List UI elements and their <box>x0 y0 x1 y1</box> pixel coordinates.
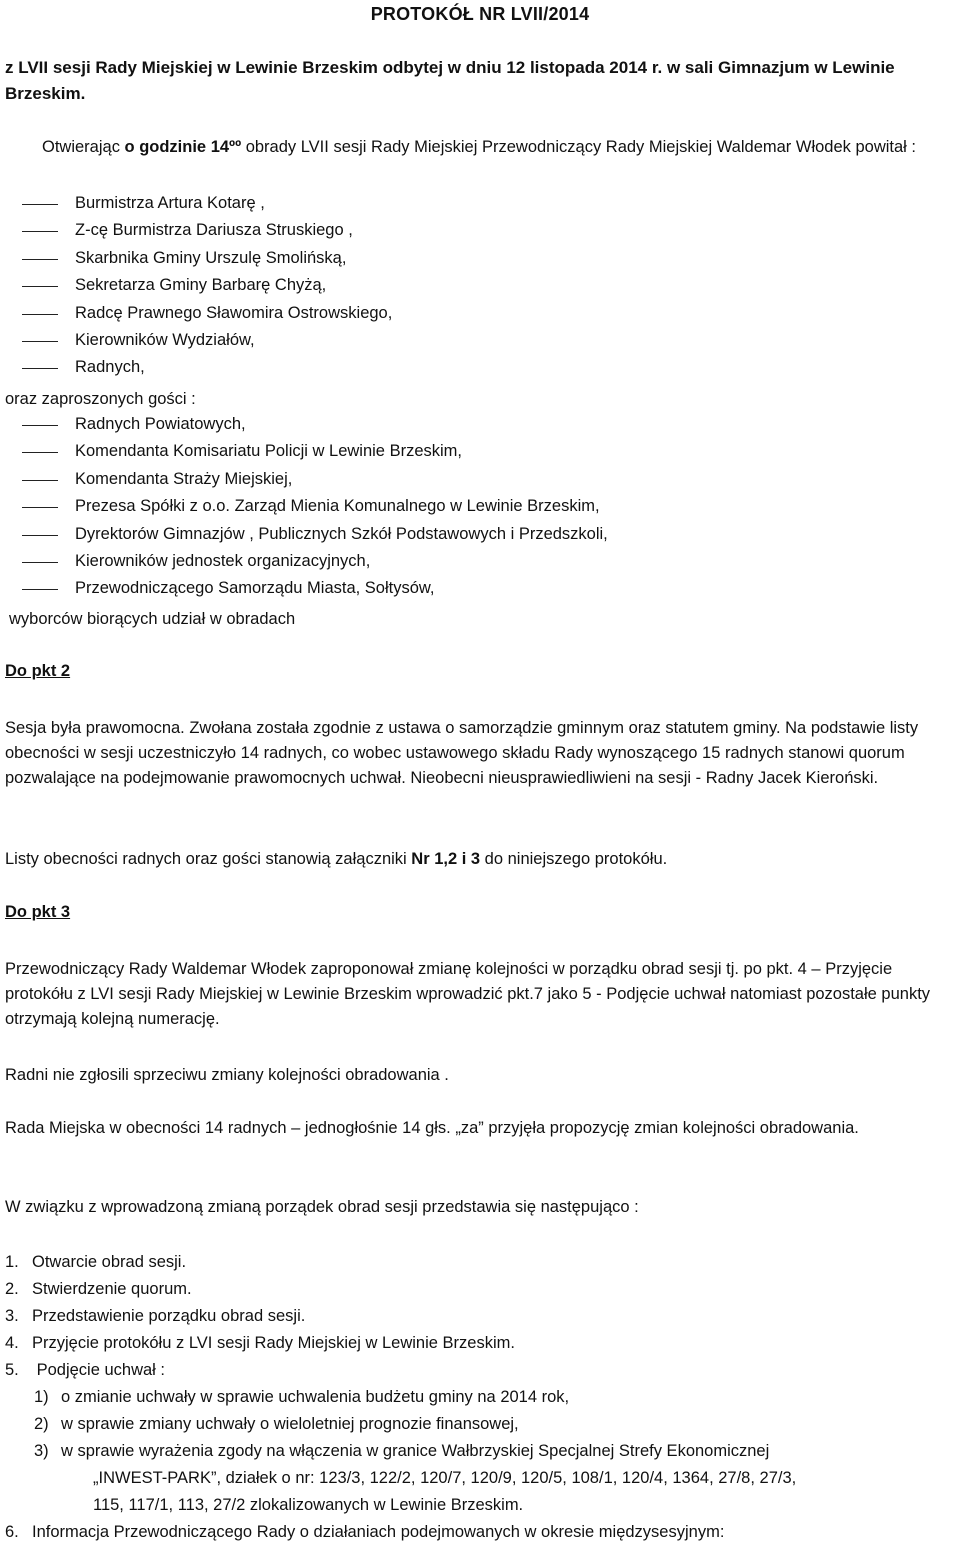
list-item: Radnych Powiatowych, <box>22 411 608 438</box>
list-item: Prezesa Spółki z o.o. Zarząd Mienia Komunalnego w Lewinie Brzeskim, <box>22 493 608 520</box>
list-item: Kierowników Wydziałów, <box>22 327 392 354</box>
section-heading-pkt2: Do pkt 2 <box>5 662 71 680</box>
list-item: Komendanta Straży Miejskiej, <box>22 466 608 493</box>
welcomed-list <box>22 190 392 382</box>
list-item: 1) o zmianie uchwały w sprawie uchwalenia budżetu gminy na 2014 rok, <box>34 1388 570 1406</box>
list-item: Burmistrza Artura Kotarę , <box>22 190 392 217</box>
page-title: PROTOKÓŁ NR LVII/2014 <box>370 4 590 24</box>
guests-label: oraz zaproszonych gości : <box>5 390 196 408</box>
list-item-continuation: „INWEST-PARK”, działek o nr: 123/3, 122/2, 120/7, 120/9, 120/5, 108/1, 120/4, 1364, 27/8, 27/3, <box>93 1469 797 1487</box>
attendance-lists-paragraph: Listy obecności radnych oraz gości stanowią załączniki Nr 1,2 i 3 do niniejszego protokółu. <box>5 850 668 868</box>
vote-paragraph: Rada Miejska w obecności 14 radnych – jednogłośnie 14 głs. „za” przyjęła propozycję zmian kolejności obradowania. <box>5 1119 859 1137</box>
list-item-continuation: 115, 117/1, 113, 27/2 zlokalizowanych w Lewinie Brzeskim. <box>93 1496 524 1514</box>
opening-paragraph: Otwierając o godzinie 14ºº obrady LVII sesji Rady Miejskiej Przewodniczący Rady Miejskiej Waldemar Włodek powitał : <box>42 138 917 156</box>
list-item: 2. Stwierdzenie quorum. <box>5 1280 192 1298</box>
list-item: Dyrektorów Gimnazjów , Publicznych Szkół Podstawowych i Przedszkoli, <box>22 521 608 548</box>
list-item: Przewodniczącego Samorządu Miasta, Sołtysów, <box>22 575 608 602</box>
list-item: 4. Przyjęcie protokółu z LVI sesji Rady Miejskiej w Lewinie Brzeskim. <box>5 1334 515 1352</box>
resolutions-list <box>5 1384 796 1519</box>
list-item: Skarbnika Gminy Urszulę Smolińską, <box>22 245 392 272</box>
list-item: Radcę Prawnego Sławomira Ostrowskiego, <box>22 300 392 327</box>
list-item: 5. Podjęcie uchwał : 1) o zmianie uchwały w sprawie uchwalenia budżetu gminy na 2014 rok, 2) w sprawie zmiany uchwały o wieloletniej prognozie finansowej, 3) w sprawie wyrażenia zgody na włączenia w granice Wałbrzyskiej Specjalnej Strefy Ekonomicznej „INWEST-PARK”, działek o nr: 123/3, 122/2, 120/7, 120/9, 120/5, 108/1, 120/4, 1364, 27/8, 27/3, 115, 117/1, 113, 27/2 zlokalizowanych w Lewinie Brzeskim. <box>5 1357 796 1519</box>
list-item: Radnych, <box>22 354 392 381</box>
list-item: Komendanta Komisariatu Policji w Lewinie Brzeskim, <box>22 438 608 465</box>
order-intro-paragraph: W związku z wprowadzoną zmianą porządek obrad sesji przedstawia się następująco : <box>5 1198 639 1216</box>
pkt3-paragraph: Przewodniczący Rady Waldemar Włodek zaproponował zmianę kolejności w porządku obrad sesji tj. po pkt. 4 – Przyjęcie protokółu z LVI sesji Rady Miejskiej w Lewinie Brzeskim wprowadzić pkt.7 jako 5 - Podjęcie uchwał natomiast pozostałe punkty otrzymają kolejną numerację. <box>5 960 931 1028</box>
agenda-list <box>5 1249 796 1546</box>
list-item: Z-cę Burmistrza Dariusza Struskiego , <box>22 217 392 244</box>
list-item: 2) w sprawie zmiany uchwały o wieloletniej prognozie finansowej, <box>34 1415 519 1433</box>
voters-line: wyborców biorących udział w obradach <box>9 610 296 628</box>
list-item: Kierowników jednostek organizacyjnych, <box>22 548 608 575</box>
list-item: 3) w sprawie wyrażenia zgody na włączenia w granice Wałbrzyskiej Specjalnej Strefy Ekonomicznej <box>34 1442 770 1460</box>
section-heading-pkt3: Do pkt 3 <box>5 903 71 921</box>
list-item: 3. Przedstawienie porządku obrad sesji. <box>5 1307 306 1325</box>
list-item: Sekretarza Gminy Barbarę Chyżą, <box>22 272 392 299</box>
no-objection-paragraph: Radni nie zgłosili sprzeciwu zmiany kolejności obradowania . <box>5 1066 449 1084</box>
pkt2-paragraph: Sesja była prawomocna. Zwołana została zgodnie z ustawa o samorządzie gminnym oraz statutem gminy. Na podstawie listy obecności w sesji uczestniczyło 14 radnych, co wobec ustawowego składu Rady wynoszącego 15 radnych stanowi quorum pozwalające na podejmowanie prawomocnych uchwał. Nieobecni nieusprawiedliwieni na sesji - Radny Jacek Kieroński. <box>5 719 919 787</box>
guests-list <box>22 411 608 603</box>
intro-paragraph: z LVII sesji Rady Miejskiej w Lewinie Brzeskim odbytej w dniu 12 listopada 2014 r. w sali Gimnazjum w Lewinie Brzeskim. <box>5 58 895 103</box>
list-item: 1. Otwarcie obrad sesji. <box>5 1253 187 1271</box>
list-item: 6. Informacja Przewodniczącego Rady o działaniach podejmowanych w okresie międzysesyjnym: <box>5 1523 725 1541</box>
